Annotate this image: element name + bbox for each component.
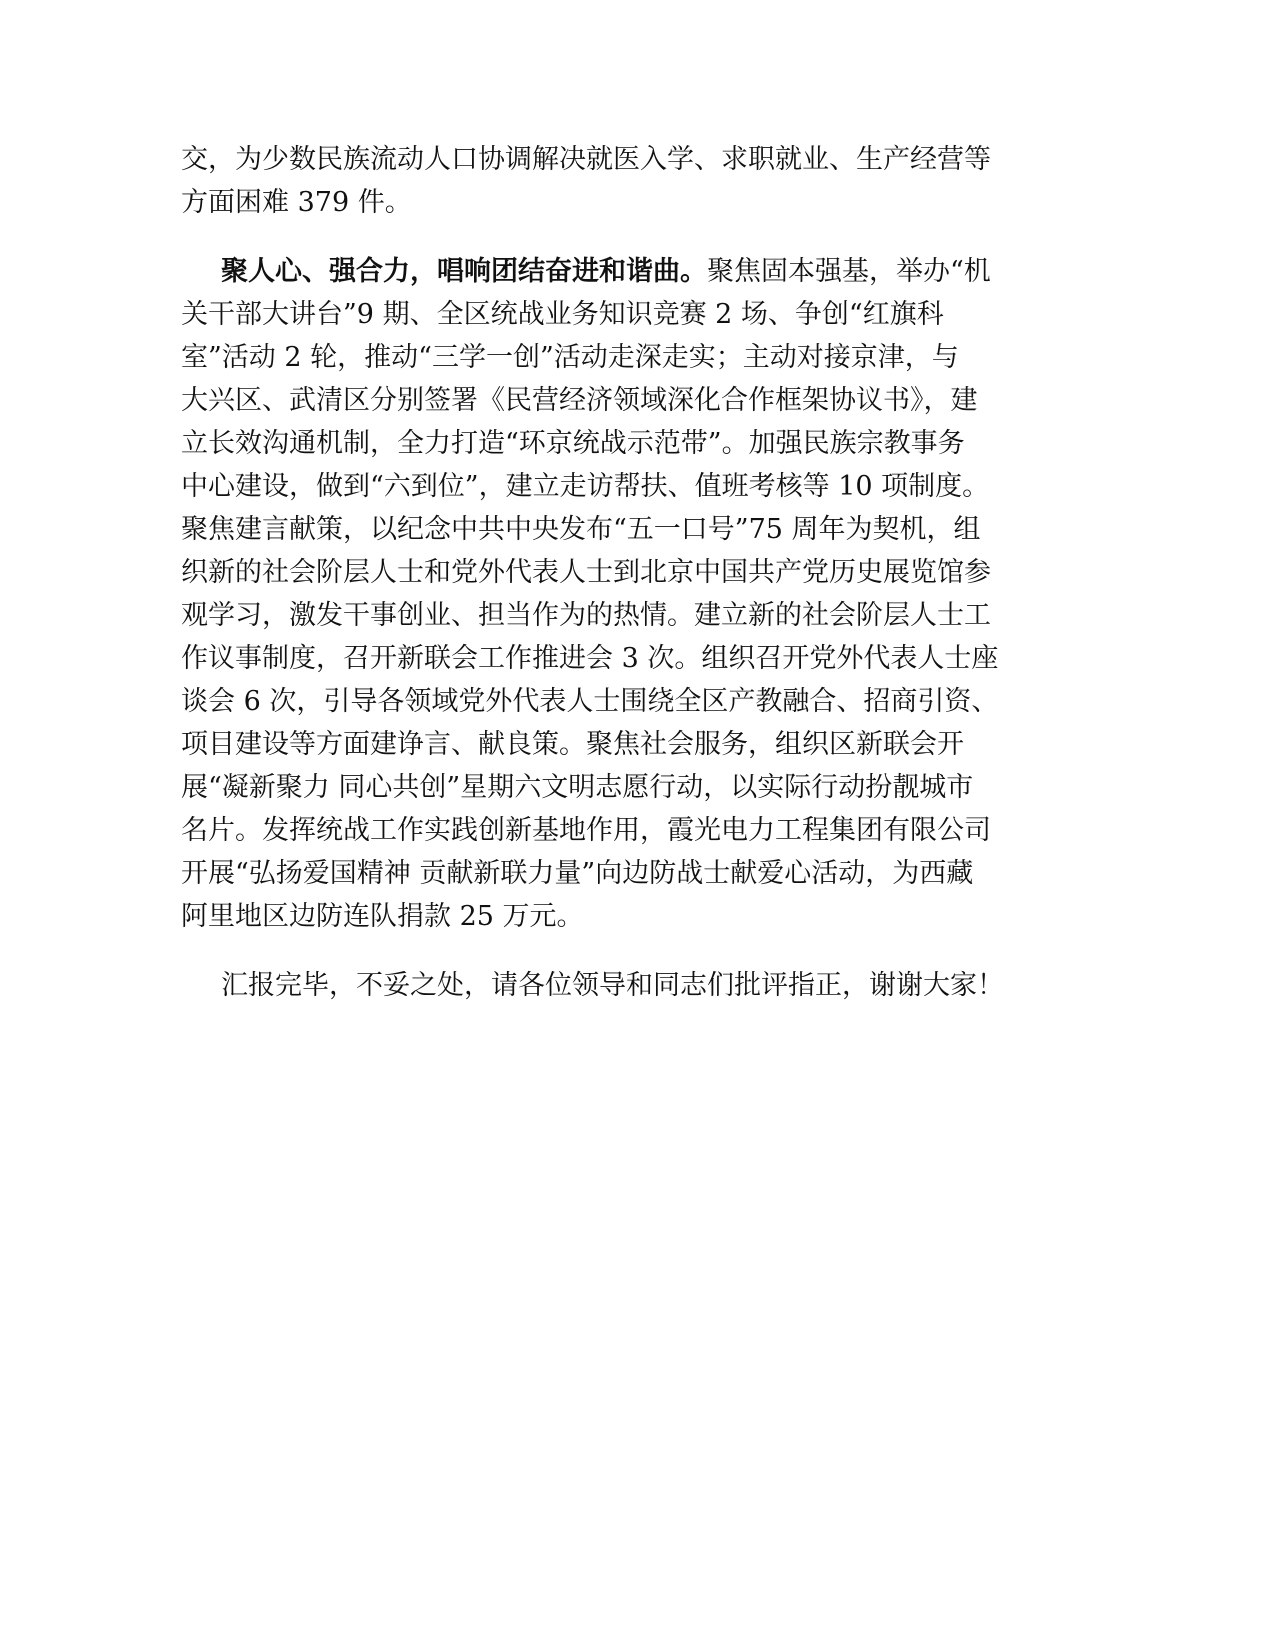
text-line: 聚焦建言献策，以纪念中共中央发布“五一口号”75 周年为契机，组 [181,514,981,545]
paragraph-spacer [181,938,1081,964]
text-line: 阿里地区边防连队捐款 25 万元。 [181,901,584,932]
text-line: 展“凝新聚力 同心共创”星期六文明志愿行动，以实际行动扮靓城市 [181,772,974,803]
text-line: 关干部大讲台”9 期、全区统战业务知识竞赛 2 场、争创“红旗科 [181,299,944,330]
paragraph-continuation [181,138,1081,224]
text-line: 谈会 6 次，引导各领域党外代表人士围绕全区产教融合、招商引资、 [181,686,999,717]
text-line: 大兴区、武清区分别签署《民营经济领域深化合作框架协议书》，建 [181,385,978,416]
text-line: 立长效沟通机制，全力打造“环京统战示范带”。加强民族宗教事务 [181,428,965,459]
text-line: 方面困难 379 件。 [181,187,412,218]
text-line: 中心建设，做到“六到位”，建立走访帮扶、值班考核等 10 项制度。 [181,471,990,502]
text-line: 观学习，激发干事创业、担当作为的热情。建立新的社会阶层人士工 [181,600,991,631]
text-line: 交，为少数民族流动人口协调解决就医入学、求职就业、生产经营等 [181,144,991,175]
text-line: 作议事制度，召开新联会工作推进会 3 次。组织召开党外代表人士座 [181,643,999,674]
text-line [181,250,1081,293]
paragraph-closing [181,964,1081,1007]
text-line: 开展“弘扬爱国精神 贡献新联力量”向边防战士献爱心活动，为西藏 [181,858,974,889]
heading-line-rest: 聚焦固本强基，举办“机 [707,256,991,287]
document-body [181,138,1081,1007]
text-line: 汇报完毕，不妥之处，请各位领导和同志们批评指正，谢谢大家！ [221,970,1004,1001]
paragraph-heading: 聚人心、强合力，唱响团结奋进和谐曲。 [221,256,707,287]
paragraph-unity [181,250,1081,938]
text-line: 织新的社会阶层人士和党外代表人士到北京中国共产党历史展览馆参 [181,557,991,588]
text-line: 项目建设等方面建诤言、献良策。聚焦社会服务，组织区新联会开 [181,729,964,760]
text-line: 室”活动 2 轮，推动“三学一创”活动走深走实；主动对接京津，与 [181,342,959,373]
paragraph-spacer [181,224,1081,250]
text-line: 名片。发挥统战工作实践创新基地作用，霞光电力工程集团有限公司 [181,815,991,846]
